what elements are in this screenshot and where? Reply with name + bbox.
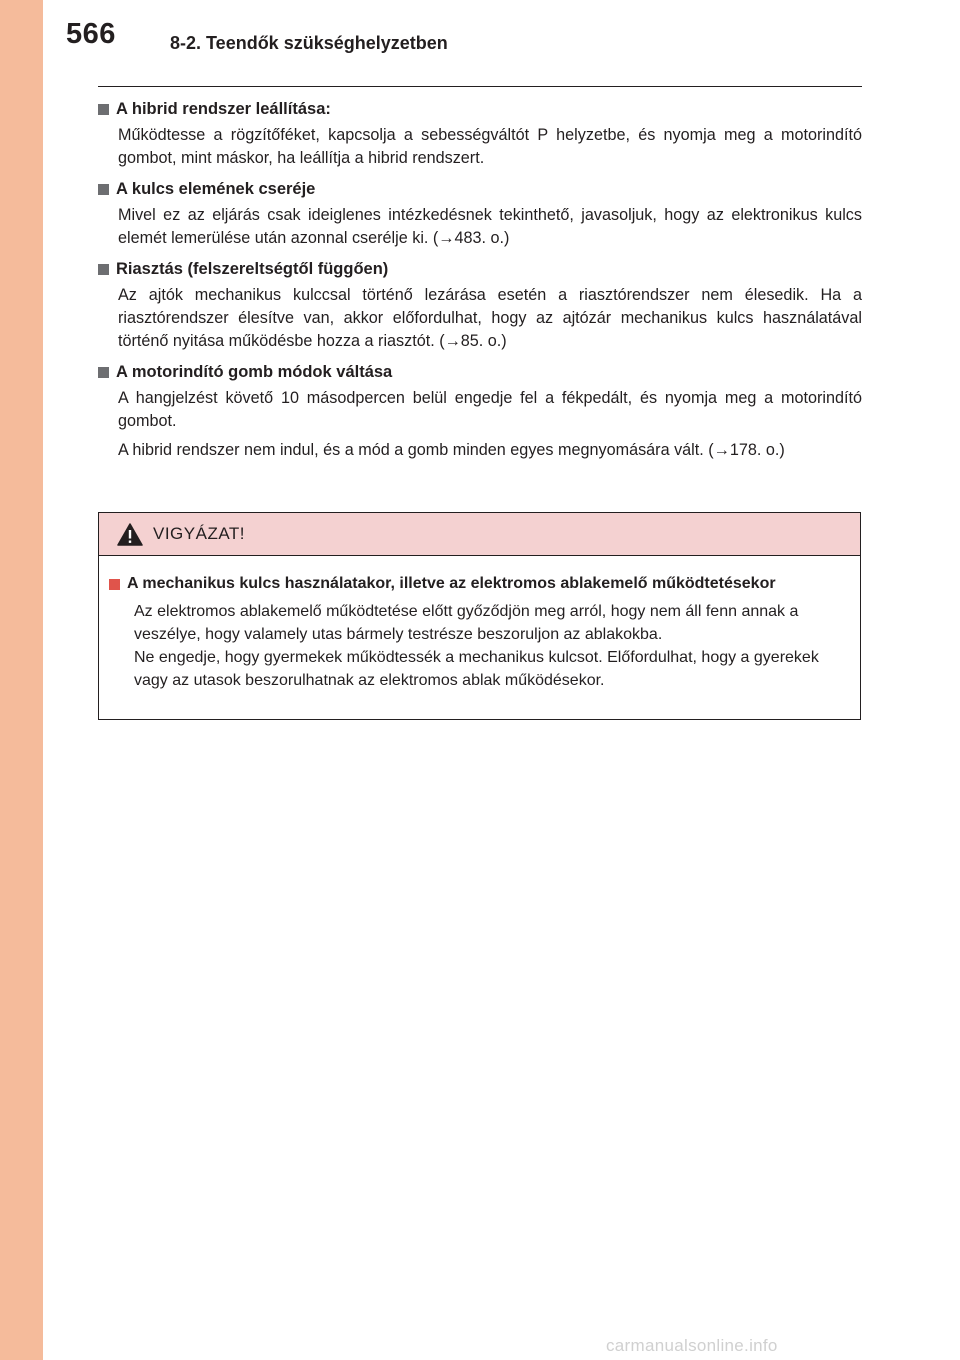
section-heading — [98, 176, 862, 202]
main-content — [98, 96, 862, 468]
square-bullet-icon — [98, 367, 109, 378]
section-paragraph: A hangjelzést követő 10 másodpercen belül engedje fel a fékpedált, és nyomja meg a motorindító gombot. — [118, 389, 862, 430]
caution-paragraph-line: Az elektromos ablakemelő működtetése előtt győződjön meg arról, hogy nem áll fenn annak a veszélye, hogy valamely utas bármely testrésze beszoruljon az ablakokba. — [134, 603, 799, 643]
section-alarm — [98, 256, 862, 353]
side-color-band — [0, 0, 43, 1360]
caution-heading — [109, 572, 846, 596]
section-title: 8-2. Teendők szükséghelyzetben — [170, 33, 448, 53]
section-heading — [98, 359, 862, 385]
section-heading — [98, 96, 862, 122]
header-divider — [98, 86, 862, 87]
square-bullet-icon — [98, 184, 109, 195]
caution-paragraph — [134, 600, 846, 692]
square-bullet-icon — [109, 579, 120, 590]
caution-header — [99, 513, 860, 556]
section-paragraph: A hibrid rendszer nem indul, és a mód a gomb minden egyes megnyomására vált. (→178. o.) — [118, 441, 785, 459]
watermark: carmanualsonline.info — [606, 1336, 778, 1355]
section-start-button-modes — [98, 359, 862, 462]
section-paragraph: Az ajtók mechanikus kulccsal történő lezárása esetén a riasztórendszer nem élesedik. Ha a riasztórendszer élesítve van, akkor előfordulhat, hogy az ajtózár mechanikus kulcs használatával történő nyitása működésbe hozza a riasztót. (→85. o.) — [118, 286, 862, 350]
caution-box — [98, 512, 861, 720]
section-heading-text: Riasztás (felszereltségtől függően) — [116, 260, 389, 278]
section-paragraph: Mivel ez az eljárás csak ideiglenes intézkedésnek tekinthető, javasoljuk, hogy az elektronikus kulcs elemét lemerülése után azonnal cserélje ki. (→483. o.) — [118, 206, 862, 247]
section-heading — [98, 256, 862, 282]
section-paragraph: Működtesse a rögzítőféket, kapcsolja a sebességváltót P helyzetbe, és nyomja meg a motorindító gombot, mint máskor, ha leállítja a hibrid rendszert. — [118, 126, 862, 167]
section-heading-text: A motorindító gomb módok váltása — [116, 363, 393, 381]
square-bullet-icon — [98, 104, 109, 115]
page-number: 566 — [66, 18, 116, 50]
section-heading-text: A kulcs elemének cseréje — [116, 180, 316, 198]
caution-heading-text: A mechanikus kulcs használatakor, illetve az elektromos ablakemelő működtetésekor — [127, 575, 776, 592]
caution-title: VIGYÁZAT! — [153, 524, 246, 543]
section-key-battery — [98, 176, 862, 250]
square-bullet-icon — [98, 264, 109, 275]
warning-triangle-icon — [117, 523, 143, 546]
caution-paragraph-line: Ne engedje, hogy gyermekek működtessék a mechanikus kulcsot. Előfordulhat, hogy a gyerekek vagy az utasok beszorulhatnak az elektromos ablak működésekor. — [134, 649, 819, 689]
section-heading-text: A hibrid rendszer leállítása: — [116, 100, 331, 118]
caution-body — [99, 556, 860, 692]
section-hybrid-stop — [98, 96, 862, 170]
